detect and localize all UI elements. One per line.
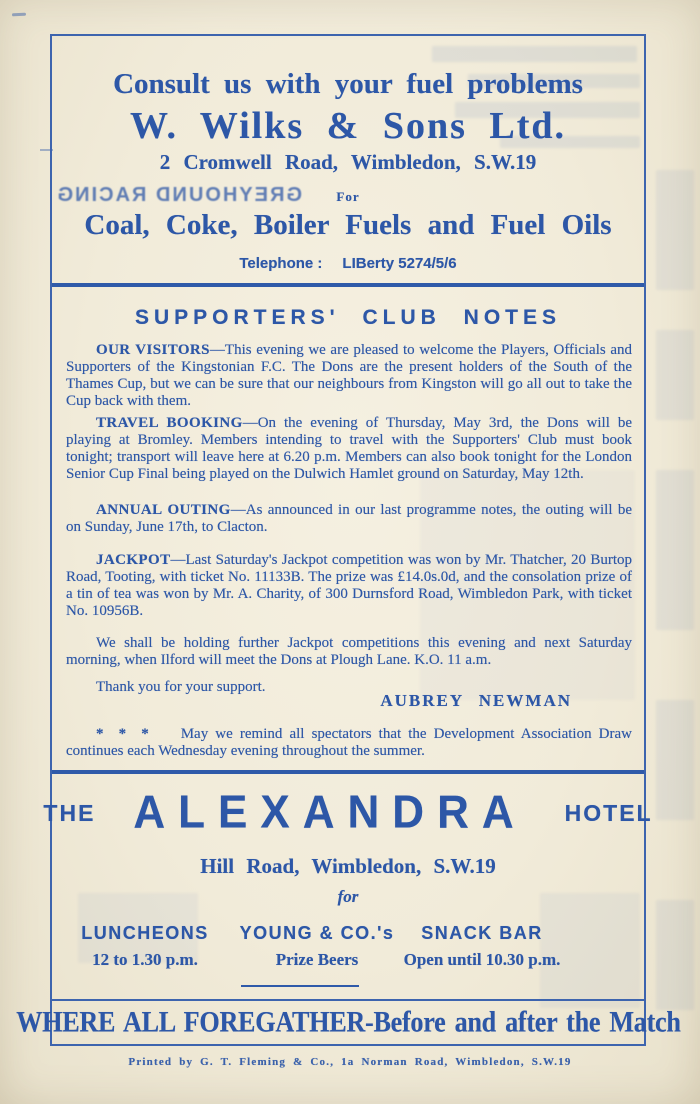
paragraph-text: —Last Saturday's Jackpot competition was won by Mr. Thatcher, 20 Burtop Road, Tooting, with ticket No. 11133B. The prize was £14.0s.0d, and the consolation prize of a tin of tea was won by Mr. A. Charity, of 300 Durnsford Road, Wimbledon Park, with ticket No. 10956B. [66, 552, 632, 619]
fuel-ad-telephone [52, 255, 644, 272]
short-divider-rule [241, 985, 359, 987]
hotel-column-luncheons [60, 923, 230, 970]
hotel-banner-box [15, 999, 681, 1046]
paragraph-text: May we remind all spectators that the Development Association Draw continues each Wednesday evening throughout the summer. [66, 726, 632, 759]
notes-paragraph-annual-outing [66, 502, 632, 536]
column-subtitle: Prize Beers [275, 950, 359, 969]
showthrough-artifact [656, 470, 694, 630]
notes-reminder [66, 726, 632, 760]
column-title: LUNCHEONS [81, 923, 209, 943]
hotel-word: HOTEL [564, 799, 653, 826]
hotel-column-snack-bar [382, 923, 582, 970]
paragraph-lead: ANNUAL OUTING [96, 502, 231, 518]
hotel-banner-text: WHERE ALL FOREGATHER-Before and after the Match [15, 1005, 681, 1039]
notes-signature: AUBREY NEWMAN [380, 691, 572, 710]
hotel-column-youngs [232, 923, 402, 970]
hotel-the-word: THE [43, 799, 96, 826]
notes-heading: SUPPORTERS' CLUB NOTES [134, 306, 562, 329]
section-divider-rule [52, 283, 644, 287]
paragraph-text: —This evening we are pleased to welcome the Players, Officials and Supporters of the Kingstonian F.C. The Dons are the present holders of the South of the Thames Cup, but we can be sure that our neighbours from Kingston will go all out to take the Cup back with them. [66, 342, 632, 409]
notes-paragraph-travel-booking [66, 415, 632, 483]
fuel-ad-tagline: Consult us with your fuel problems [113, 68, 583, 100]
showthrough-artifact [656, 900, 694, 1010]
hotel-ad-title-row [43, 786, 653, 839]
paragraph-text: —As announced in our last programme notes, the outing will be on Sunday, June 17th, to Clacton. [66, 502, 632, 535]
section-divider-rule [52, 770, 644, 774]
scan-speck [12, 13, 26, 17]
fuel-ad-products-line: Coal, Coke, Boiler Fuels and Fuel Oils [84, 209, 612, 241]
hotel-for-word: for [337, 887, 359, 906]
showthrough-ghost-text: GREYHOUND RACING [55, 184, 302, 206]
hotel-address: Hill Road, Wimbledon, S.W.19 [200, 854, 496, 878]
paragraph-lead: OUR VISITORS [96, 342, 210, 358]
showthrough-artifact [656, 700, 694, 820]
telephone-number: LIBerty 5274/5/6 [342, 255, 457, 272]
paragraph-text: —On the evening of Thursday, May 3rd, the Dons will be playing at Bromley. Members intending to travel with the Supporters' Club must book tonight; transport will leave here at 6.20 p.m. Members can also book tonight for the London Senior Cup Final being played on the Dulwich Hamlet ground on Saturday, May 12th. [66, 415, 632, 482]
showthrough-artifact [656, 330, 694, 420]
paragraph-lead: JACKPOT [96, 552, 171, 568]
printer-credit-line: Printed by G. T. Fleming & Co., 1a Norman Road, Wimbledon, S.W.19 [128, 1056, 572, 1068]
fuel-ad-company-name: W. Wilks & Sons Ltd. [129, 105, 567, 147]
hotel-offer-columns [52, 923, 644, 979]
notes-thanks-line: Thank you for your support. [96, 679, 266, 695]
page-border-frame [15, 34, 681, 1046]
showthrough-artifact [656, 170, 694, 290]
asterisks: * * * [96, 726, 153, 742]
column-title: SNACK BAR [421, 923, 543, 943]
notes-paragraph-jackpot [66, 552, 632, 620]
hotel-name: ALEXANDRA [133, 786, 527, 839]
column-subtitle: 12 to 1.30 p.m. [92, 950, 198, 969]
column-subtitle: Open until 10.30 p.m. [403, 950, 561, 969]
paragraph-lead: TRAVEL BOOKING [96, 415, 243, 431]
fuel-ad-for-word: For [336, 189, 360, 204]
fuel-ad-address: 2 Cromwell Road, Wimbledon, S.W.19 [159, 150, 537, 174]
telephone-label: Telephone : [239, 255, 323, 272]
column-title: YOUNG & CO.'s [239, 923, 395, 943]
paragraph-text: We shall be holding further Jackpot competitions this evening and next Saturday morning, when Ilford will meet the Dons at Plough Lane. K.O. 11 a.m. [66, 635, 632, 668]
notes-paragraph-further-jackpot [66, 635, 632, 669]
notes-paragraph-visitors [66, 342, 632, 410]
